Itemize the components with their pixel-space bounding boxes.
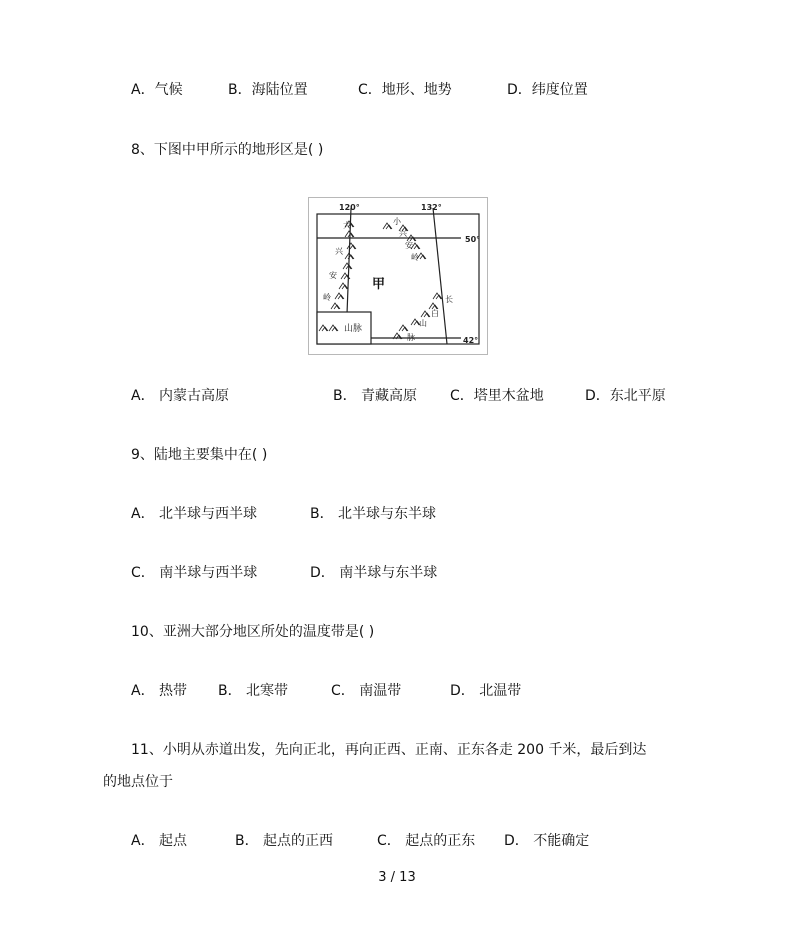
- q11-option-a: A． 起点: [131, 833, 188, 849]
- q7-option-c: C．地形、地势: [358, 82, 452, 98]
- q10-option-d: D． 北温带: [450, 683, 522, 699]
- q7-option-a: A．气候: [131, 82, 183, 98]
- q10-option-a: A． 热带: [131, 683, 188, 699]
- q11-stem-line1: 11、小明从赤道出发，先向正北，再向正西、正南、正东各走 200 千米，最后到达: [131, 742, 647, 758]
- mountain-symbol: [399, 325, 408, 331]
- q8-stem: 8、下图中甲所示的地形区是( ): [131, 142, 324, 158]
- q7-option-d: D．纬度位置: [507, 82, 588, 98]
- q11-option-d: D． 不能确定: [504, 833, 590, 849]
- region-label-jia: 甲: [372, 277, 386, 292]
- range-char-right-2: 白: [431, 309, 439, 318]
- mountain-symbol: [343, 263, 352, 269]
- q8-option-a: A． 内蒙古高原: [131, 388, 230, 404]
- legend-label: 山脉: [344, 324, 363, 334]
- lon-label-120: 120°: [339, 203, 360, 212]
- mountain-symbol: [421, 311, 430, 317]
- mountain-symbol: [339, 283, 348, 289]
- mountain-symbol: [383, 223, 392, 229]
- range-char-right-1: 长: [445, 295, 453, 304]
- range-char-left-3: 安: [329, 271, 337, 280]
- northeast-china-map: [309, 198, 487, 354]
- range-char-top-2: 兴: [399, 229, 407, 238]
- lon-line-132: [433, 208, 447, 344]
- mountain-symbol: [433, 293, 442, 299]
- q9-stem: 9、陆地主要集中在( ): [131, 447, 268, 463]
- page-number: 3 / 13: [378, 870, 416, 885]
- q8-map: [308, 197, 488, 355]
- mountain-symbol: [331, 303, 340, 309]
- range-char-right-3: 山: [419, 319, 427, 328]
- range-char-top-3: 安: [405, 241, 413, 250]
- q11-option-c: C． 起点的正东: [377, 833, 476, 849]
- q10-option-b: B． 北寒带: [218, 683, 289, 699]
- range-char-left-2: 兴: [335, 247, 343, 256]
- q9-option-c: C． 南半球与西半球: [131, 565, 258, 581]
- lat-label-50: 50°: [465, 235, 481, 244]
- q8-option-d: D．东北平原: [585, 388, 666, 404]
- range-char-top-1: 小: [393, 217, 401, 226]
- range-char-top-4: 岭: [411, 253, 419, 262]
- q9-option-a: A． 北半球与西半球: [131, 506, 258, 522]
- q11-option-b: B． 起点的正西: [235, 833, 334, 849]
- q10-stem: 10、亚洲大部分地区所处的温度带是( ): [131, 624, 375, 640]
- range-char-right-4: 脉: [407, 333, 415, 342]
- mountain-symbol: [335, 293, 344, 299]
- q9-option-d: D． 南半球与东半球: [310, 565, 438, 581]
- lat-label-42: 42°: [463, 336, 479, 345]
- lon-label-132: 132°: [421, 203, 442, 212]
- range-char-left-4: 岭: [323, 293, 331, 302]
- q8-option-b: B． 青藏高原: [333, 388, 418, 404]
- q10-option-c: C． 南温带: [331, 683, 402, 699]
- q8-option-c: C．塔里木盆地: [450, 388, 544, 404]
- mountain-symbol: [347, 243, 356, 249]
- q9-option-b: B． 北半球与东半球: [310, 506, 437, 522]
- q11-stem-line2: 的地点位于: [103, 774, 173, 790]
- range-char-left-1: 大: [343, 221, 351, 230]
- q7-option-b: B．海陆位置: [228, 82, 308, 98]
